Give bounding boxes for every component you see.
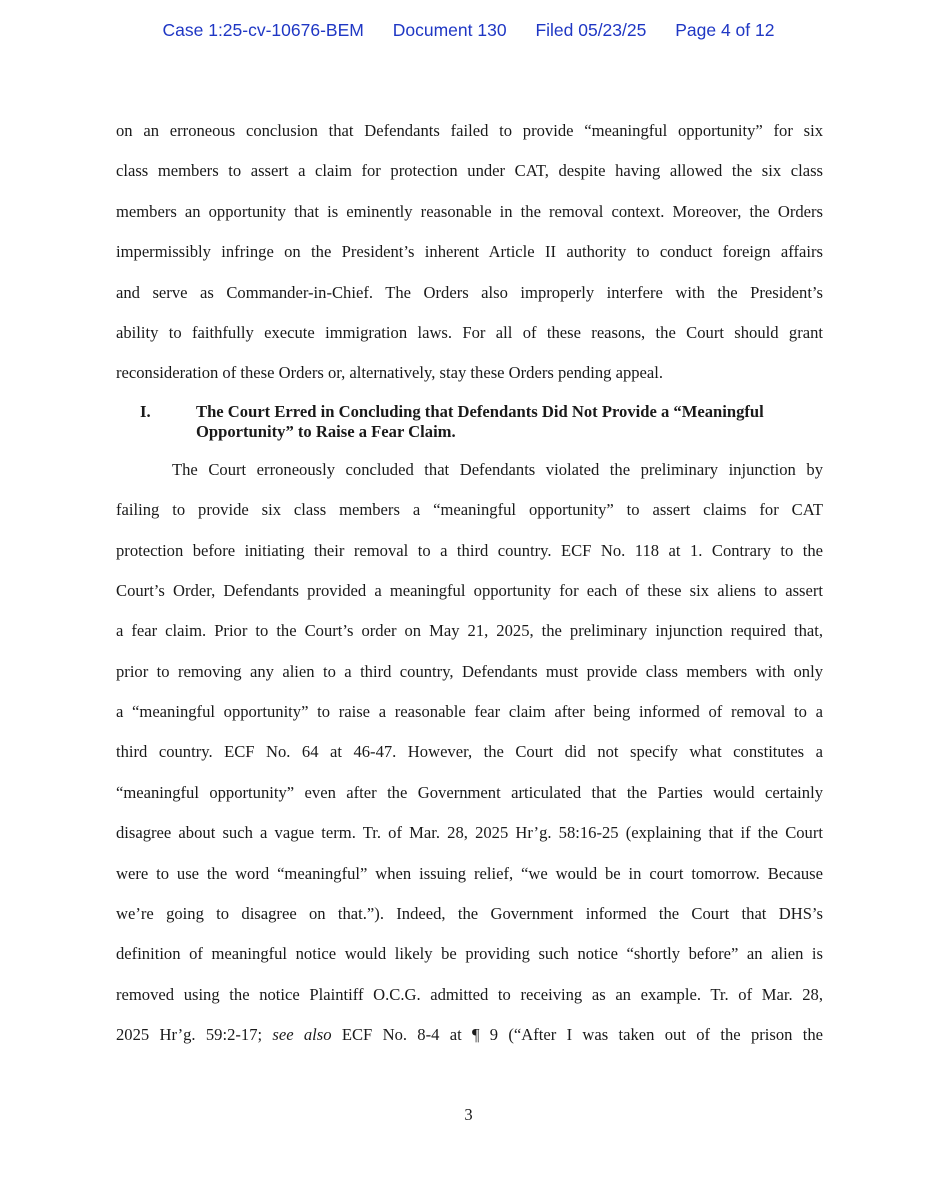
citation-text-continued: ECF No. 8-4 at ¶ 9 (“After I was taken out of the prison the [331,1025,823,1045]
text-line: “meaningful opportunity” even after the Government articulated that the Parties would certainly [116,782,823,802]
text-line: protection before initiating their removal to a third country. ECF No. 118 at 1. Contrary to the [116,540,823,560]
text-line: a fear claim. Prior to the Court’s order on May 21, 2025, the preliminary injunction required that, [116,621,823,641]
section-heading [116,402,823,442]
document-number: Document 130 [392,20,507,40]
section-title: The Court Erred in Concluding that Defendants Did Not Provide a “Meaningful Opportunity” to Raise a Fear Claim. [196,401,764,441]
text-line: third country. ECF No. 64 at 46-47. However, the Court did not specify what constitutes a [116,742,823,762]
text-line: impermissibly infringe on the President’s inherent Article II authority to conduct foreign affairs [116,242,823,262]
signal-see-also: see also [272,1025,332,1045]
body-paragraph [116,450,823,1056]
text-line: were to use the word “meaningful” when issuing relief, “we would be in court tomorrow. Because [116,863,823,883]
case-number: Case 1:25-cv-10676-BEM [162,20,364,40]
text-line: disagree about such a vague term. Tr. of Mar. 28, 2025 Hr’g. 58:16-25 (explaining that if the Court [116,823,823,843]
text-line: Court’s Order, Defendants provided a meaningful opportunity for each of these six aliens to assert [116,580,823,600]
case-header [0,20,937,41]
text-line: definition of meaningful notice would likely be providing such notice “shortly before” an alien is [116,944,823,964]
text-line: reconsideration of these Orders or, alternatively, stay these Orders pending appeal. [116,363,664,383]
text-line: failing to provide six class members a “meaningful opportunity” to assert claims for CAT [116,500,823,520]
page-indicator: Page 4 of 12 [675,20,775,40]
text-line: and serve as Commander-in-Chief. The Orders also improperly interfere with the President’s [116,282,823,302]
filed-date: Filed 05/23/25 [535,20,647,40]
citation-text: 2025 Hr’g. 59:2-17; [116,1025,273,1045]
intro-paragraph [116,111,823,394]
text-line: a “meaningful opportunity” to raise a reasonable fear claim after being informed of removal to a [116,702,823,722]
text-line: prior to removing any alien to a third country, Defendants must provide class members with only [116,661,823,681]
text-line: The Court erroneously concluded that Defendants violated the preliminary injunction by [172,459,823,479]
section-number: I. [140,401,151,421]
text-line: we’re going to disagree on that.”). Indeed, the Government informed the Court that DHS’s [116,904,823,924]
text-line: ability to faithfully execute immigration laws. For all of these reasons, the Court should grant [116,322,823,342]
page-number: 3 [464,1105,473,1124]
text-line: removed using the notice Plaintiff O.C.G. admitted to receiving as an example. Tr. of Mar. 28, [116,984,823,1004]
document-body [116,111,823,1056]
text-line-final [116,1015,823,1055]
text-line: members an opportunity that is eminently reasonable in the removal context. Moreover, the Orders [116,201,823,221]
text-line: class members to assert a claim for protection under CAT, despite having allowed the six class [116,161,823,181]
text-line: on an erroneous conclusion that Defendants failed to provide “meaningful opportunity” for six [116,121,823,140]
